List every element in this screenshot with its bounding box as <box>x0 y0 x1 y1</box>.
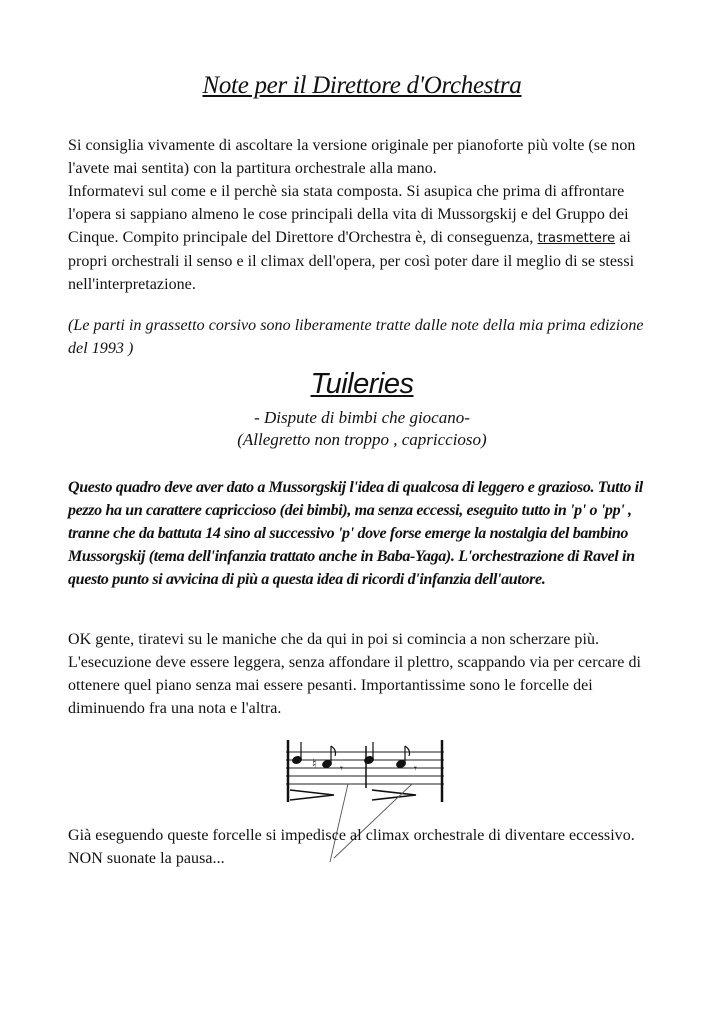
performance-paragraph: OK gente, tiratevi su le maniche che da qui in poi si comincia a non scherzare più. L'esecuzione deve essere leggera, senza affondare il plettro, scappando via per cercare di ottenere quel piano senza mai essere pesanti. Importantissime sono le forcelle dei diminuendo fra una nota e l'altra. <box>68 631 642 717</box>
eighth-rest: 𝄾 <box>340 762 343 775</box>
intro-line-2-text: Informatevi sul come e il perchè sia stata composta. Si asupica che prima di affrontare l'opera si sappiano almeno le cose principali della vita di Mussorgskij e del Gruppo dei Cinque. Compito principale del Direttore d'Orchestra è, di conseguenza, <box>68 183 629 246</box>
natural-sign: ♮ <box>312 757 317 772</box>
piece-title: Tuileries <box>310 368 414 400</box>
intro-line-2 <box>68 180 658 296</box>
trasmettere-link[interactable]: trasmettere <box>537 231 616 246</box>
bold-italic-paragraph: Questo quadro deve aver dato a Mussorgskij l'idea di qualcosa di leggero e grazioso. Tutto il pezzo ha un carattere capriccioso (dei bimbi), ma senza eccessi, eseguito tutto in 'p' o 'pp' , tranne che da battuta 14 sino al successivo 'p' dove forse emerge la nostalgia del bambino Mussorgskij (tema dell'infanzia trattato anche in Baba-Yaga). L'orchestrazione di Ravel in questo punto si avvicina di più a questa idea di ricordi d'infanzia dell'autore. <box>68 479 643 588</box>
eighth-rest-2: 𝄾 <box>414 762 417 775</box>
note-group-1 <box>292 742 343 775</box>
piece-tempo: (Allegretto non troppo , capriccioso) <box>237 430 487 449</box>
intro-tail-text: ai propri orchestrali il senso e il climax dell'opera, per così poter dare il meglio di se stessi nell'interpretazione. <box>68 229 635 293</box>
closing-paragraph: Già eseguendo queste forcelle si impedisce al climax orchestrale di diventare eccessivo. NON suonate la pausa... <box>68 827 635 867</box>
staff-lines <box>286 752 444 784</box>
intro-line-1: Si consiglia vivamente di ascoltare la versione originale per pianoforte più volte (se non l'avete mai sentita) con la partitura orchestrale alla mano. <box>68 137 636 177</box>
note-group-2 <box>364 742 417 775</box>
edition-note: (Le parti in grassetto corsivo sono liberamente tratte dalle note della mia prima edizione del 1993 ) <box>68 317 644 357</box>
page-title: Note per il Direttore d'Orchestra <box>202 72 522 99</box>
piece-subtitle: - Dispute di bimbi che giocano- <box>254 408 470 427</box>
intro-paragraph <box>68 134 658 296</box>
